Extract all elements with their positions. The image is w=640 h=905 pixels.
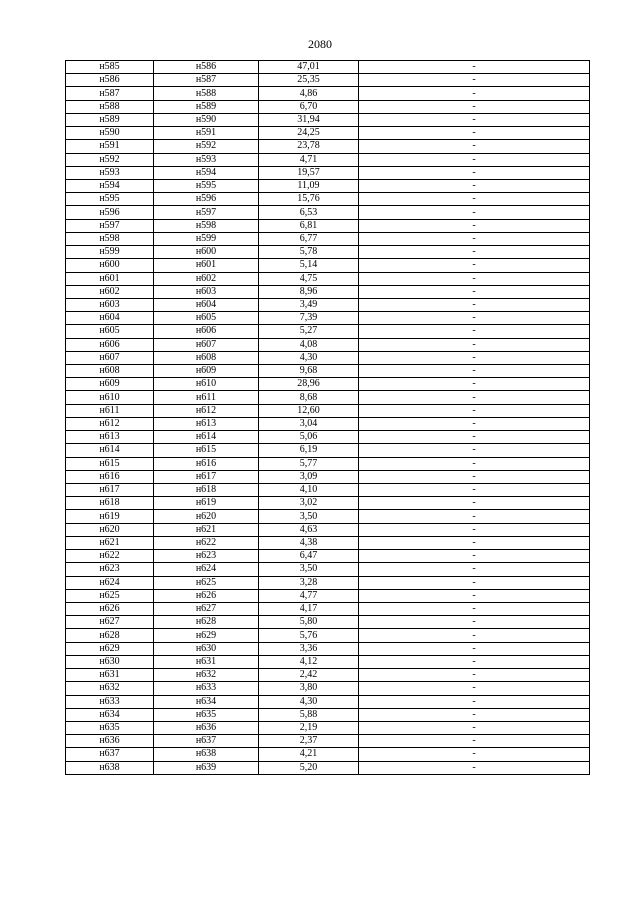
table-row (66, 312, 590, 325)
to-point-cell: н612 (154, 404, 259, 417)
from-point-cell: н630 (66, 655, 154, 668)
length-cell: 5,20 (259, 761, 359, 774)
from-point-cell: н611 (66, 404, 154, 417)
table-row (66, 232, 590, 245)
length-cell: 47,01 (259, 61, 359, 74)
length-cell: 19,57 (259, 166, 359, 179)
note-cell: - (359, 259, 590, 272)
to-point-cell: н606 (154, 325, 259, 338)
from-point-cell: н626 (66, 602, 154, 615)
length-cell: 3,09 (259, 470, 359, 483)
from-point-cell: н589 (66, 113, 154, 126)
table-row (66, 682, 590, 695)
length-cell: 6,77 (259, 232, 359, 245)
to-point-cell: н590 (154, 113, 259, 126)
from-point-cell: н627 (66, 616, 154, 629)
from-point-cell: н621 (66, 536, 154, 549)
note-cell: - (359, 404, 590, 417)
to-point-cell: н589 (154, 100, 259, 113)
note-cell: - (359, 193, 590, 206)
to-point-cell: н601 (154, 259, 259, 272)
to-point-cell: н591 (154, 127, 259, 140)
note-cell: - (359, 298, 590, 311)
table-row (66, 616, 590, 629)
length-cell: 7,39 (259, 312, 359, 325)
length-cell: 5,88 (259, 708, 359, 721)
from-point-cell: н600 (66, 259, 154, 272)
table-row (66, 563, 590, 576)
from-point-cell: н585 (66, 61, 154, 74)
length-cell: 28,96 (259, 378, 359, 391)
length-cell: 2,37 (259, 735, 359, 748)
from-point-cell: н603 (66, 298, 154, 311)
length-cell: 9,68 (259, 365, 359, 378)
length-cell: 4,77 (259, 589, 359, 602)
length-cell: 4,71 (259, 153, 359, 166)
length-cell: 5,78 (259, 246, 359, 259)
note-cell: - (359, 748, 590, 761)
length-cell: 3,50 (259, 510, 359, 523)
length-cell: 3,28 (259, 576, 359, 589)
length-cell: 23,78 (259, 140, 359, 153)
length-cell: 4,38 (259, 536, 359, 549)
table-row (66, 325, 590, 338)
table-row (66, 351, 590, 364)
from-point-cell: н598 (66, 232, 154, 245)
note-cell: - (359, 127, 590, 140)
to-point-cell: н636 (154, 721, 259, 734)
note-cell: - (359, 153, 590, 166)
from-point-cell: н616 (66, 470, 154, 483)
table-row (66, 285, 590, 298)
note-cell: - (359, 589, 590, 602)
from-point-cell: н614 (66, 444, 154, 457)
note-cell: - (359, 74, 590, 87)
from-point-cell: н613 (66, 431, 154, 444)
note-cell: - (359, 179, 590, 192)
note-cell: - (359, 695, 590, 708)
to-point-cell: н623 (154, 550, 259, 563)
note-cell: - (359, 365, 590, 378)
table-row (66, 272, 590, 285)
to-point-cell: н639 (154, 761, 259, 774)
from-point-cell: н606 (66, 338, 154, 351)
to-point-cell: н632 (154, 669, 259, 682)
note-cell: - (359, 338, 590, 351)
to-point-cell: н595 (154, 179, 259, 192)
from-point-cell: н587 (66, 87, 154, 100)
note-cell: - (359, 602, 590, 615)
to-point-cell: н633 (154, 682, 259, 695)
to-point-cell: н594 (154, 166, 259, 179)
from-point-cell: н634 (66, 708, 154, 721)
to-point-cell: н603 (154, 285, 259, 298)
note-cell: - (359, 232, 590, 245)
from-point-cell: н629 (66, 642, 154, 655)
note-cell: - (359, 325, 590, 338)
table-row (66, 629, 590, 642)
table-row (66, 193, 590, 206)
table-row (66, 153, 590, 166)
from-point-cell: н618 (66, 497, 154, 510)
to-point-cell: н631 (154, 655, 259, 668)
note-cell: - (359, 312, 590, 325)
length-cell: 3,50 (259, 563, 359, 576)
table-row (66, 417, 590, 430)
to-point-cell: н597 (154, 206, 259, 219)
length-cell: 5,06 (259, 431, 359, 444)
length-cell: 8,68 (259, 391, 359, 404)
table-row (66, 444, 590, 457)
table-row (66, 431, 590, 444)
note-cell: - (359, 550, 590, 563)
note-cell: - (359, 417, 590, 430)
from-point-cell: н635 (66, 721, 154, 734)
table-row (66, 206, 590, 219)
from-point-cell: н610 (66, 391, 154, 404)
from-point-cell: н622 (66, 550, 154, 563)
from-point-cell: н593 (66, 166, 154, 179)
note-cell: - (359, 629, 590, 642)
length-cell: 6,70 (259, 100, 359, 113)
from-point-cell: н632 (66, 682, 154, 695)
length-cell: 31,94 (259, 113, 359, 126)
table-row (66, 510, 590, 523)
from-point-cell: н619 (66, 510, 154, 523)
table-row (66, 219, 590, 232)
length-cell: 3,49 (259, 298, 359, 311)
to-point-cell: н630 (154, 642, 259, 655)
to-point-cell: н627 (154, 602, 259, 615)
note-cell: - (359, 431, 590, 444)
to-point-cell: н598 (154, 219, 259, 232)
from-point-cell: н602 (66, 285, 154, 298)
from-point-cell: н625 (66, 589, 154, 602)
from-point-cell: н636 (66, 735, 154, 748)
from-point-cell: н596 (66, 206, 154, 219)
length-cell: 6,81 (259, 219, 359, 232)
from-point-cell: н588 (66, 100, 154, 113)
note-cell: - (359, 536, 590, 549)
table-row (66, 602, 590, 615)
from-point-cell: н594 (66, 179, 154, 192)
length-cell: 4,63 (259, 523, 359, 536)
note-cell: - (359, 682, 590, 695)
table-row (66, 166, 590, 179)
table-row (66, 497, 590, 510)
length-cell: 15,76 (259, 193, 359, 206)
to-point-cell: н635 (154, 708, 259, 721)
length-cell: 4,10 (259, 484, 359, 497)
from-point-cell: н620 (66, 523, 154, 536)
note-cell: - (359, 206, 590, 219)
length-cell: 4,86 (259, 87, 359, 100)
length-cell: 24,25 (259, 127, 359, 140)
to-point-cell: н626 (154, 589, 259, 602)
note-cell: - (359, 470, 590, 483)
length-cell: 5,76 (259, 629, 359, 642)
table-row (66, 246, 590, 259)
length-cell: 3,80 (259, 682, 359, 695)
table-row (66, 127, 590, 140)
length-cell: 5,80 (259, 616, 359, 629)
length-cell: 6,47 (259, 550, 359, 563)
to-point-cell: н614 (154, 431, 259, 444)
from-point-cell: н609 (66, 378, 154, 391)
to-point-cell: н604 (154, 298, 259, 311)
to-point-cell: н613 (154, 417, 259, 430)
note-cell: - (359, 444, 590, 457)
table-row (66, 338, 590, 351)
length-cell: 4,30 (259, 695, 359, 708)
from-point-cell: н638 (66, 761, 154, 774)
length-cell: 6,53 (259, 206, 359, 219)
note-cell: - (359, 457, 590, 470)
length-cell: 2,42 (259, 669, 359, 682)
length-cell: 4,08 (259, 338, 359, 351)
to-point-cell: н587 (154, 74, 259, 87)
to-point-cell: н617 (154, 470, 259, 483)
from-point-cell: н633 (66, 695, 154, 708)
boundary-segments-table (65, 60, 590, 775)
table-row (66, 378, 590, 391)
note-cell: - (359, 61, 590, 74)
note-cell: - (359, 655, 590, 668)
to-point-cell: н586 (154, 61, 259, 74)
to-point-cell: н600 (154, 246, 259, 259)
length-cell: 6,19 (259, 444, 359, 457)
to-point-cell: н599 (154, 232, 259, 245)
from-point-cell: н595 (66, 193, 154, 206)
table-row (66, 61, 590, 74)
length-cell: 5,14 (259, 259, 359, 272)
to-point-cell: н607 (154, 338, 259, 351)
from-point-cell: н599 (66, 246, 154, 259)
to-point-cell: н637 (154, 735, 259, 748)
note-cell: - (359, 708, 590, 721)
to-point-cell: н622 (154, 536, 259, 549)
to-point-cell: н620 (154, 510, 259, 523)
length-cell: 4,17 (259, 602, 359, 615)
from-point-cell: н597 (66, 219, 154, 232)
note-cell: - (359, 272, 590, 285)
table-row (66, 576, 590, 589)
length-cell: 4,75 (259, 272, 359, 285)
table-row (66, 298, 590, 311)
from-point-cell: н607 (66, 351, 154, 364)
table-row (66, 642, 590, 655)
page-number: 2080 (308, 37, 332, 51)
note-cell: - (359, 642, 590, 655)
note-cell: - (359, 87, 590, 100)
length-cell: 5,77 (259, 457, 359, 470)
table-row (66, 179, 590, 192)
note-cell: - (359, 669, 590, 682)
to-point-cell: н618 (154, 484, 259, 497)
note-cell: - (359, 246, 590, 259)
table-row (66, 536, 590, 549)
length-cell: 3,36 (259, 642, 359, 655)
note-cell: - (359, 523, 590, 536)
note-cell: - (359, 113, 590, 126)
note-cell: - (359, 351, 590, 364)
table-row (66, 748, 590, 761)
table-row (66, 655, 590, 668)
note-cell: - (359, 100, 590, 113)
from-point-cell: н615 (66, 457, 154, 470)
table-row (66, 695, 590, 708)
table-row (66, 457, 590, 470)
from-point-cell: н631 (66, 669, 154, 682)
from-point-cell: н605 (66, 325, 154, 338)
length-cell: 2,19 (259, 721, 359, 734)
to-point-cell: н638 (154, 748, 259, 761)
to-point-cell: н592 (154, 140, 259, 153)
length-cell: 4,30 (259, 351, 359, 364)
table-row (66, 113, 590, 126)
table-row (66, 708, 590, 721)
note-cell: - (359, 616, 590, 629)
from-point-cell: н586 (66, 74, 154, 87)
to-point-cell: н616 (154, 457, 259, 470)
note-cell: - (359, 219, 590, 232)
to-point-cell: н634 (154, 695, 259, 708)
note-cell: - (359, 721, 590, 734)
to-point-cell: н610 (154, 378, 259, 391)
to-point-cell: н629 (154, 629, 259, 642)
to-point-cell: н588 (154, 87, 259, 100)
to-point-cell: н609 (154, 365, 259, 378)
length-cell: 8,96 (259, 285, 359, 298)
table-row (66, 100, 590, 113)
table-row (66, 523, 590, 536)
table-row (66, 470, 590, 483)
length-cell: 3,02 (259, 497, 359, 510)
from-point-cell: н590 (66, 127, 154, 140)
note-cell: - (359, 285, 590, 298)
table-row (66, 259, 590, 272)
table-row (66, 87, 590, 100)
length-cell: 12,60 (259, 404, 359, 417)
length-cell: 5,27 (259, 325, 359, 338)
note-cell: - (359, 166, 590, 179)
note-cell: - (359, 391, 590, 404)
length-cell: 3,04 (259, 417, 359, 430)
note-cell: - (359, 378, 590, 391)
to-point-cell: н625 (154, 576, 259, 589)
from-point-cell: н592 (66, 153, 154, 166)
length-cell: 25,35 (259, 74, 359, 87)
length-cell: 4,21 (259, 748, 359, 761)
table-row (66, 391, 590, 404)
note-cell: - (359, 497, 590, 510)
table-row (66, 140, 590, 153)
from-point-cell: н591 (66, 140, 154, 153)
from-point-cell: н637 (66, 748, 154, 761)
from-point-cell: н623 (66, 563, 154, 576)
note-cell: - (359, 510, 590, 523)
note-cell: - (359, 761, 590, 774)
table-row (66, 589, 590, 602)
from-point-cell: н612 (66, 417, 154, 430)
table-row (66, 735, 590, 748)
to-point-cell: н621 (154, 523, 259, 536)
to-point-cell: н596 (154, 193, 259, 206)
from-point-cell: н617 (66, 484, 154, 497)
to-point-cell: н593 (154, 153, 259, 166)
table-row (66, 669, 590, 682)
from-point-cell: н628 (66, 629, 154, 642)
to-point-cell: н611 (154, 391, 259, 404)
to-point-cell: н624 (154, 563, 259, 576)
table-row (66, 484, 590, 497)
table-row (66, 761, 590, 774)
to-point-cell: н615 (154, 444, 259, 457)
table-row (66, 404, 590, 417)
length-cell: 4,12 (259, 655, 359, 668)
note-cell: - (359, 484, 590, 497)
table-body (66, 61, 590, 775)
to-point-cell: н619 (154, 497, 259, 510)
note-cell: - (359, 576, 590, 589)
note-cell: - (359, 735, 590, 748)
note-cell: - (359, 563, 590, 576)
to-point-cell: н628 (154, 616, 259, 629)
from-point-cell: н608 (66, 365, 154, 378)
table-row (66, 721, 590, 734)
to-point-cell: н608 (154, 351, 259, 364)
to-point-cell: н602 (154, 272, 259, 285)
table-row (66, 365, 590, 378)
to-point-cell: н605 (154, 312, 259, 325)
note-cell: - (359, 140, 590, 153)
table-row (66, 550, 590, 563)
length-cell: 11,09 (259, 179, 359, 192)
table-row (66, 74, 590, 87)
from-point-cell: н624 (66, 576, 154, 589)
from-point-cell: н604 (66, 312, 154, 325)
from-point-cell: н601 (66, 272, 154, 285)
